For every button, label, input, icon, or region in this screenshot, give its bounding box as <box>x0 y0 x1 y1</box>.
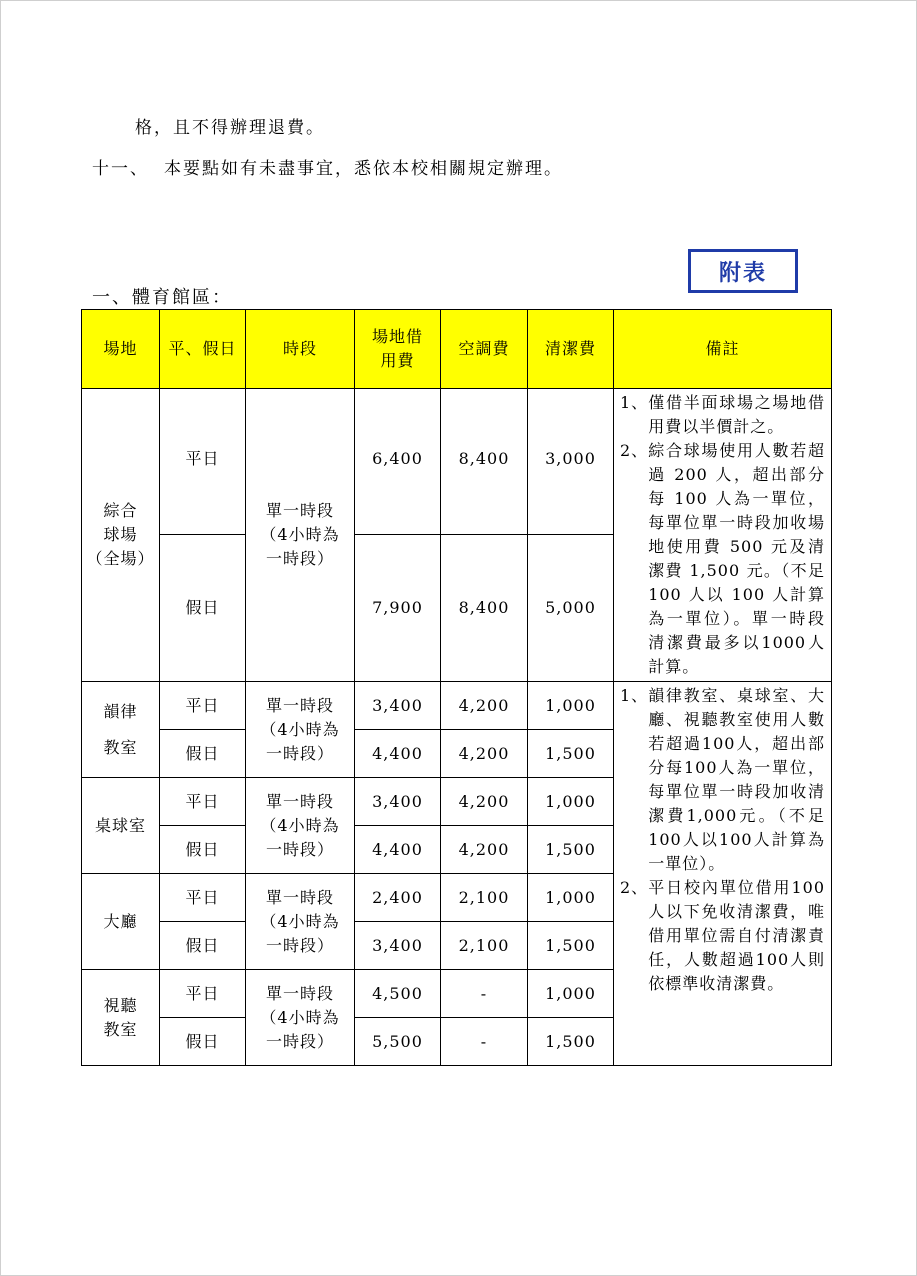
venue-court: 綜合 球場 （全場） <box>82 389 160 682</box>
ac-cell: 8,400 <box>441 389 528 535</box>
ac-cell: 2,100 <box>441 874 528 922</box>
clean-cell: 1,500 <box>528 730 614 778</box>
section-title: 一、體育館區： <box>92 287 232 308</box>
text-line-item-11 <box>92 154 563 179</box>
day-cell: 平日 <box>160 970 246 1018</box>
day-cell: 平日 <box>160 389 246 535</box>
ac-cell: 4,200 <box>441 682 528 730</box>
rent-cell: 3,400 <box>355 922 441 970</box>
ac-cell: 8,400 <box>441 534 528 681</box>
clean-cell: 1,500 <box>528 826 614 874</box>
period-cell: 單一時段 （4小時為 一時段） <box>246 389 355 682</box>
remark-rooms <box>614 682 832 1066</box>
clean-cell: 1,000 <box>528 778 614 826</box>
clean-cell: 5,000 <box>528 534 614 681</box>
remark-court <box>614 389 832 682</box>
ac-cell: 2,100 <box>441 922 528 970</box>
header-period: 時段 <box>246 310 355 389</box>
remark-item: 2、 平日校內單位借用100人以下免收清潔費，唯借用單位需自付清潔責任，人數超過100人則依標準收清潔費。 <box>620 878 825 993</box>
header-venue: 場地 <box>82 310 160 389</box>
rent-cell: 4,400 <box>355 826 441 874</box>
period-cell: 單一時段 （4小時為 一時段） <box>246 970 355 1066</box>
remark-item: 1、 僅借半面球場之場地借用費以半價計之。 <box>620 393 825 436</box>
day-cell: 假日 <box>160 1018 246 1066</box>
day-cell: 平日 <box>160 874 246 922</box>
venue-music: 韻律 教室 <box>82 682 160 778</box>
item-number: 十一、 <box>92 159 149 179</box>
day-cell: 假日 <box>160 534 246 681</box>
rent-cell: 3,400 <box>355 682 441 730</box>
rent-cell: 4,400 <box>355 730 441 778</box>
header-ac: 空調費 <box>441 310 528 389</box>
remark-item: 1、 韻律教室、桌球室、大廳、視聽教室使用人數若超過100人，超出部分每100人為一單位，每單位單一時段加收清潔費1,000元。（不足100人以100人計算為一單位）。 <box>620 686 825 873</box>
rent-cell: 4,500 <box>355 970 441 1018</box>
table-row <box>82 389 832 535</box>
header-remark: 備註 <box>614 310 832 389</box>
clean-cell: 1,500 <box>528 922 614 970</box>
period-cell: 單一時段 （4小時為 一時段） <box>246 778 355 874</box>
remark-item: 2、 綜合球場使用人數若超過 200 人，超出部分每 100 人為一單位，每單位單一時段加收場地使用費 500 元及清潔費 1,500 元。（不足 100 人以 100 人計算為一單位）。單一時段清潔費最多以1000人計算。 <box>620 441 825 676</box>
clean-cell: 1,000 <box>528 970 614 1018</box>
header-rent: 場地借 用費 <box>355 310 441 389</box>
rent-cell: 3,400 <box>355 778 441 826</box>
day-cell: 假日 <box>160 922 246 970</box>
clean-cell: 1,000 <box>528 682 614 730</box>
text-line-continuation: 格，且不得辦理退費。 <box>135 118 325 138</box>
venue-hall: 大廳 <box>82 874 160 970</box>
table-header-row <box>82 310 832 389</box>
day-cell: 假日 <box>160 826 246 874</box>
rent-cell: 2,400 <box>355 874 441 922</box>
item-text: 本要點如有未盡事宜，悉依本校相關規定辦理。 <box>164 159 563 179</box>
ac-cell: - <box>441 970 528 1018</box>
ac-cell: 4,200 <box>441 826 528 874</box>
rent-cell: 5,500 <box>355 1018 441 1066</box>
day-cell: 平日 <box>160 778 246 826</box>
day-cell: 假日 <box>160 730 246 778</box>
day-cell: 平日 <box>160 682 246 730</box>
clean-cell: 1,000 <box>528 874 614 922</box>
rent-cell: 6,400 <box>355 389 441 535</box>
rent-cell: 7,900 <box>355 534 441 681</box>
appendix-label-box: 附表 <box>688 249 798 293</box>
table-row <box>82 682 832 730</box>
period-cell: 單一時段 （4小時為 一時段） <box>246 682 355 778</box>
ac-cell: 4,200 <box>441 730 528 778</box>
header-cleaning: 清潔費 <box>528 310 614 389</box>
venue-billiard: 桌球室 <box>82 778 160 874</box>
fee-table <box>81 309 832 1066</box>
clean-cell: 3,000 <box>528 389 614 535</box>
ac-cell: 4,200 <box>441 778 528 826</box>
clean-cell: 1,500 <box>528 1018 614 1066</box>
period-cell: 單一時段 （4小時為 一時段） <box>246 874 355 970</box>
header-day: 平、假日 <box>160 310 246 389</box>
ac-cell: - <box>441 1018 528 1066</box>
venue-av: 視聽 教室 <box>82 970 160 1066</box>
